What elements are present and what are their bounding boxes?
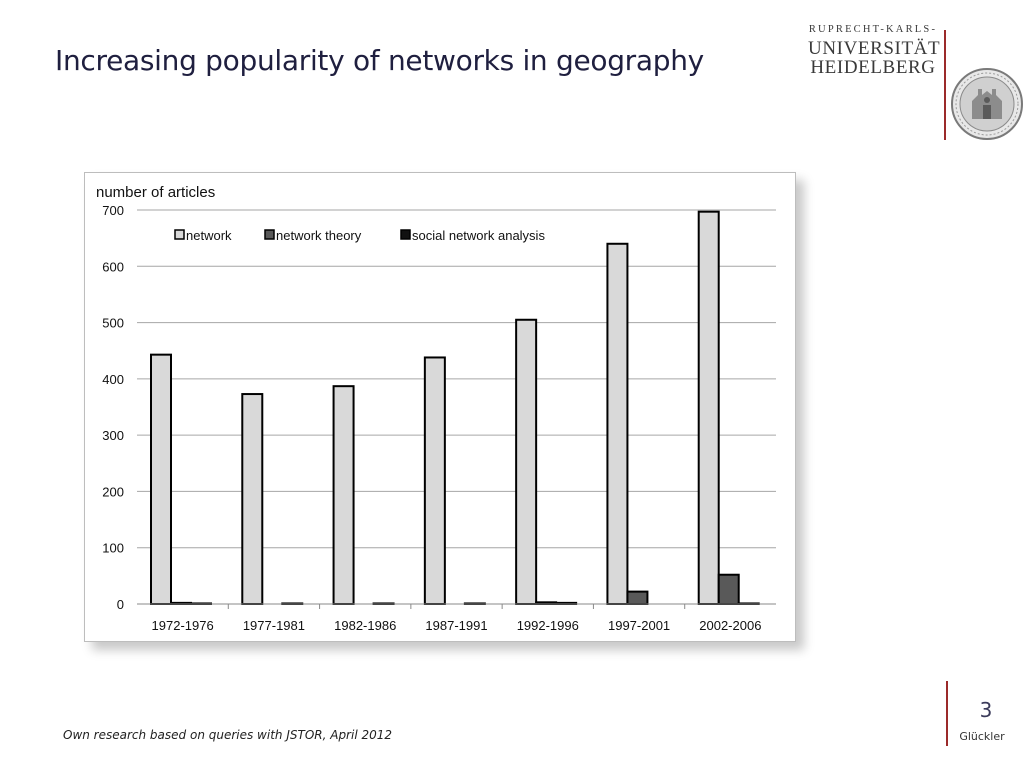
x-tick-label: 1972-1976 <box>151 618 214 633</box>
bar-network-2002-2006 <box>699 212 719 604</box>
bar-network-1997-2001 <box>607 244 627 604</box>
footer-divider <box>946 681 948 746</box>
legend-swatch-social-network-analysis <box>401 230 410 239</box>
logo-line-2: UNIVERSITÄT <box>808 38 941 59</box>
slide-title: Increasing popularity of networks in geography <box>55 44 704 77</box>
chart-title: number of articles <box>96 184 216 201</box>
y-tick-label: 100 <box>102 540 124 556</box>
university-logo <box>808 24 941 78</box>
x-tick-label: 1987-1991 <box>425 618 488 633</box>
x-tick-label: 2002-2006 <box>699 618 762 633</box>
bar-network-theory-2002-2006 <box>719 575 739 604</box>
logo-line-3: HEIDELBERG <box>810 57 936 78</box>
y-tick-label: 0 <box>116 597 124 612</box>
bar-network-1982-1986 <box>334 386 354 604</box>
bar-network-1977-1981 <box>242 394 262 604</box>
page-number: 3 <box>979 698 993 722</box>
author-name: Glückler <box>959 730 1005 743</box>
x-tick-label: 1982-1986 <box>334 618 397 633</box>
bar-network-1987-1991 <box>425 357 445 604</box>
bar-network-1972-1976 <box>151 355 171 604</box>
x-tick-label: 1992-1996 <box>516 618 579 633</box>
bar-chart <box>85 173 795 641</box>
logo-line-1: RUPRECHT-KARLS- <box>808 24 938 35</box>
y-tick-label: 400 <box>102 371 124 387</box>
legend-swatch-network-theory <box>265 230 274 239</box>
legend-label: social network analysis <box>412 228 545 243</box>
legend-label: network theory <box>276 228 362 243</box>
logo-divider <box>944 30 946 140</box>
x-tick-label: 1997-2001 <box>607 618 671 633</box>
y-tick-label: 500 <box>102 315 124 331</box>
y-tick-label: 200 <box>102 484 124 500</box>
y-tick-label: 300 <box>102 428 124 444</box>
chart-frame <box>84 172 796 642</box>
university-seal-icon <box>950 67 1024 141</box>
bar-network-1992-1996 <box>516 320 536 604</box>
legend-label: network <box>186 228 232 243</box>
y-tick-label: 600 <box>102 259 124 275</box>
legend-swatch-network <box>175 230 184 239</box>
y-tick-label: 700 <box>102 203 124 218</box>
x-tick-label: 1977-1981 <box>242 618 306 633</box>
source-footnote: Own research based on queries with JSTOR, April 2012 <box>63 728 393 742</box>
bar-network-theory-1997-2001 <box>627 592 647 604</box>
